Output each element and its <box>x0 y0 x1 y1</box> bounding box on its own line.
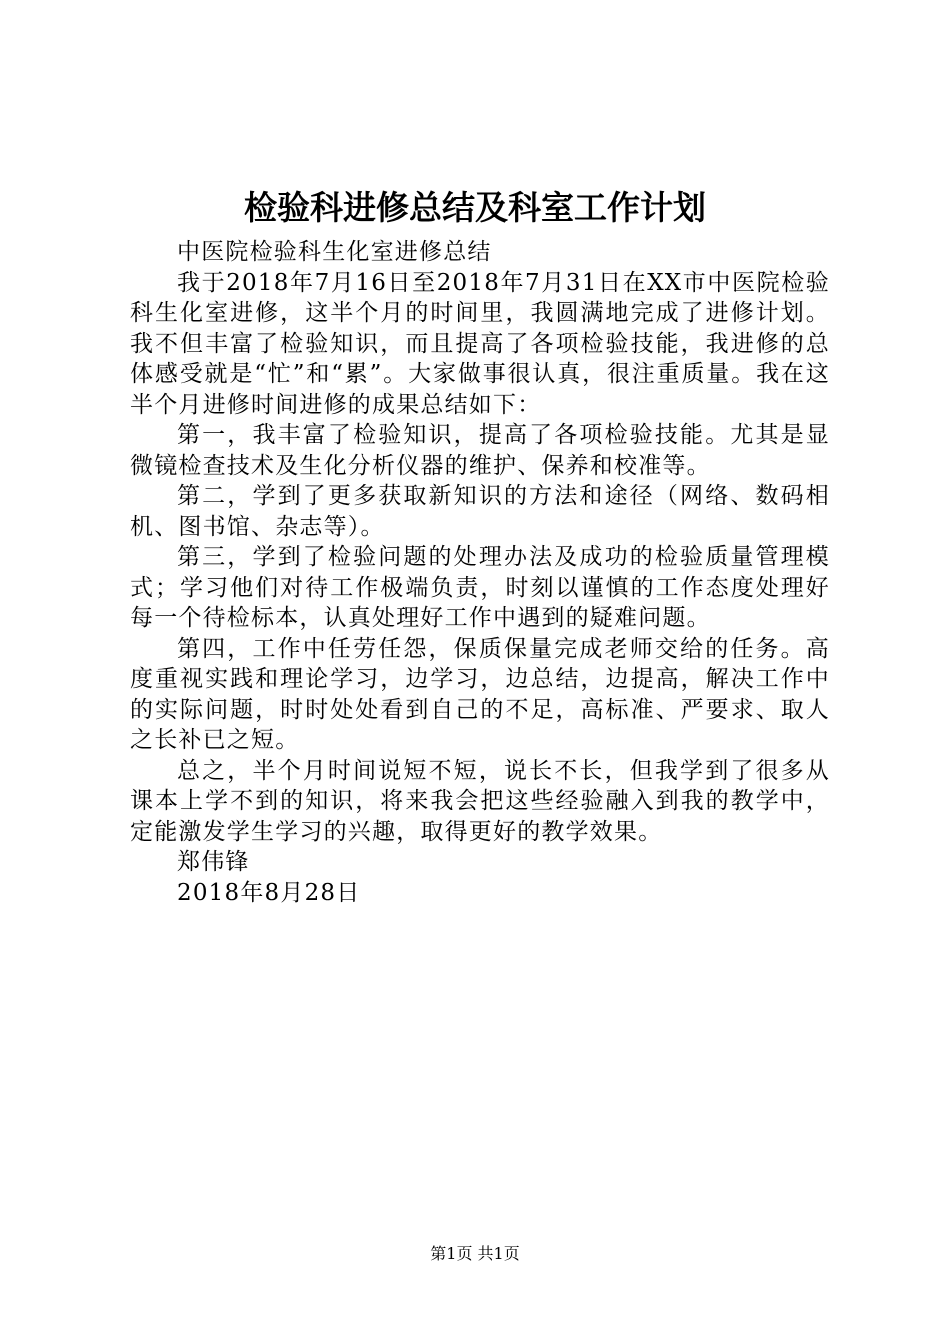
paragraph-third: 第三，学到了检验问题的处理办法及成功的检验质量管理模式；学习他们对待工作极端负责，时刻以谨慎的工作态度处理好每一个待检标本，认真处理好工作中遇到的疑难问题。 <box>130 544 830 631</box>
author-signature: 郑伟锋 <box>177 849 250 875</box>
paragraph-conclusion: 总之，半个月时间说短不短，说长不长，但我学到了很多从课本上学不到的知识，将来我会把这些经验融入到我的教学中，定能激发学生学习的兴趣，取得更好的教学效果。 <box>130 757 830 845</box>
paragraph-intro: 我于2018年7月16日至2018年7月31日在XX市中医院检验科生化室进修，这半个月的时间里，我圆满地完成了进修计划。我不但丰富了检验知识，而且提高了各项检验技能，我进修的总体感受就是“忙”和“累”。大家做事很认真，很注重质量。我在这半个月进修时间进修的成果总结如下： <box>130 269 830 418</box>
paragraph-fourth: 第四，工作中任劳任怨，保质保量完成老师交给的任务。高度重视实践和理论学习，边学习，边总结，边提高，解决工作中的实际问题，时时处处看到自己的不足，高标准、严要求、取人之长补已之短。 <box>130 635 830 753</box>
paragraph-first: 第一，我丰富了检验知识，提高了各项检验技能。尤其是显微镜检查技术及生化分析仪器的维护、保养和校准等。 <box>130 422 830 479</box>
page-footer: 第1页 共1页 <box>430 1244 520 1263</box>
document-body <box>130 237 830 908</box>
paragraph-second: 第二，学到了更多获取新知识的方法和途径（网络、数码相机、图书馆、杂志等）。 <box>130 483 830 540</box>
paragraph-subtitle: 中医院检验科生化室进修总结 <box>177 239 492 265</box>
document-title: 检验科进修总结及科室工作计划 <box>244 188 706 227</box>
document-date: 2018年8月28日 <box>177 879 361 906</box>
